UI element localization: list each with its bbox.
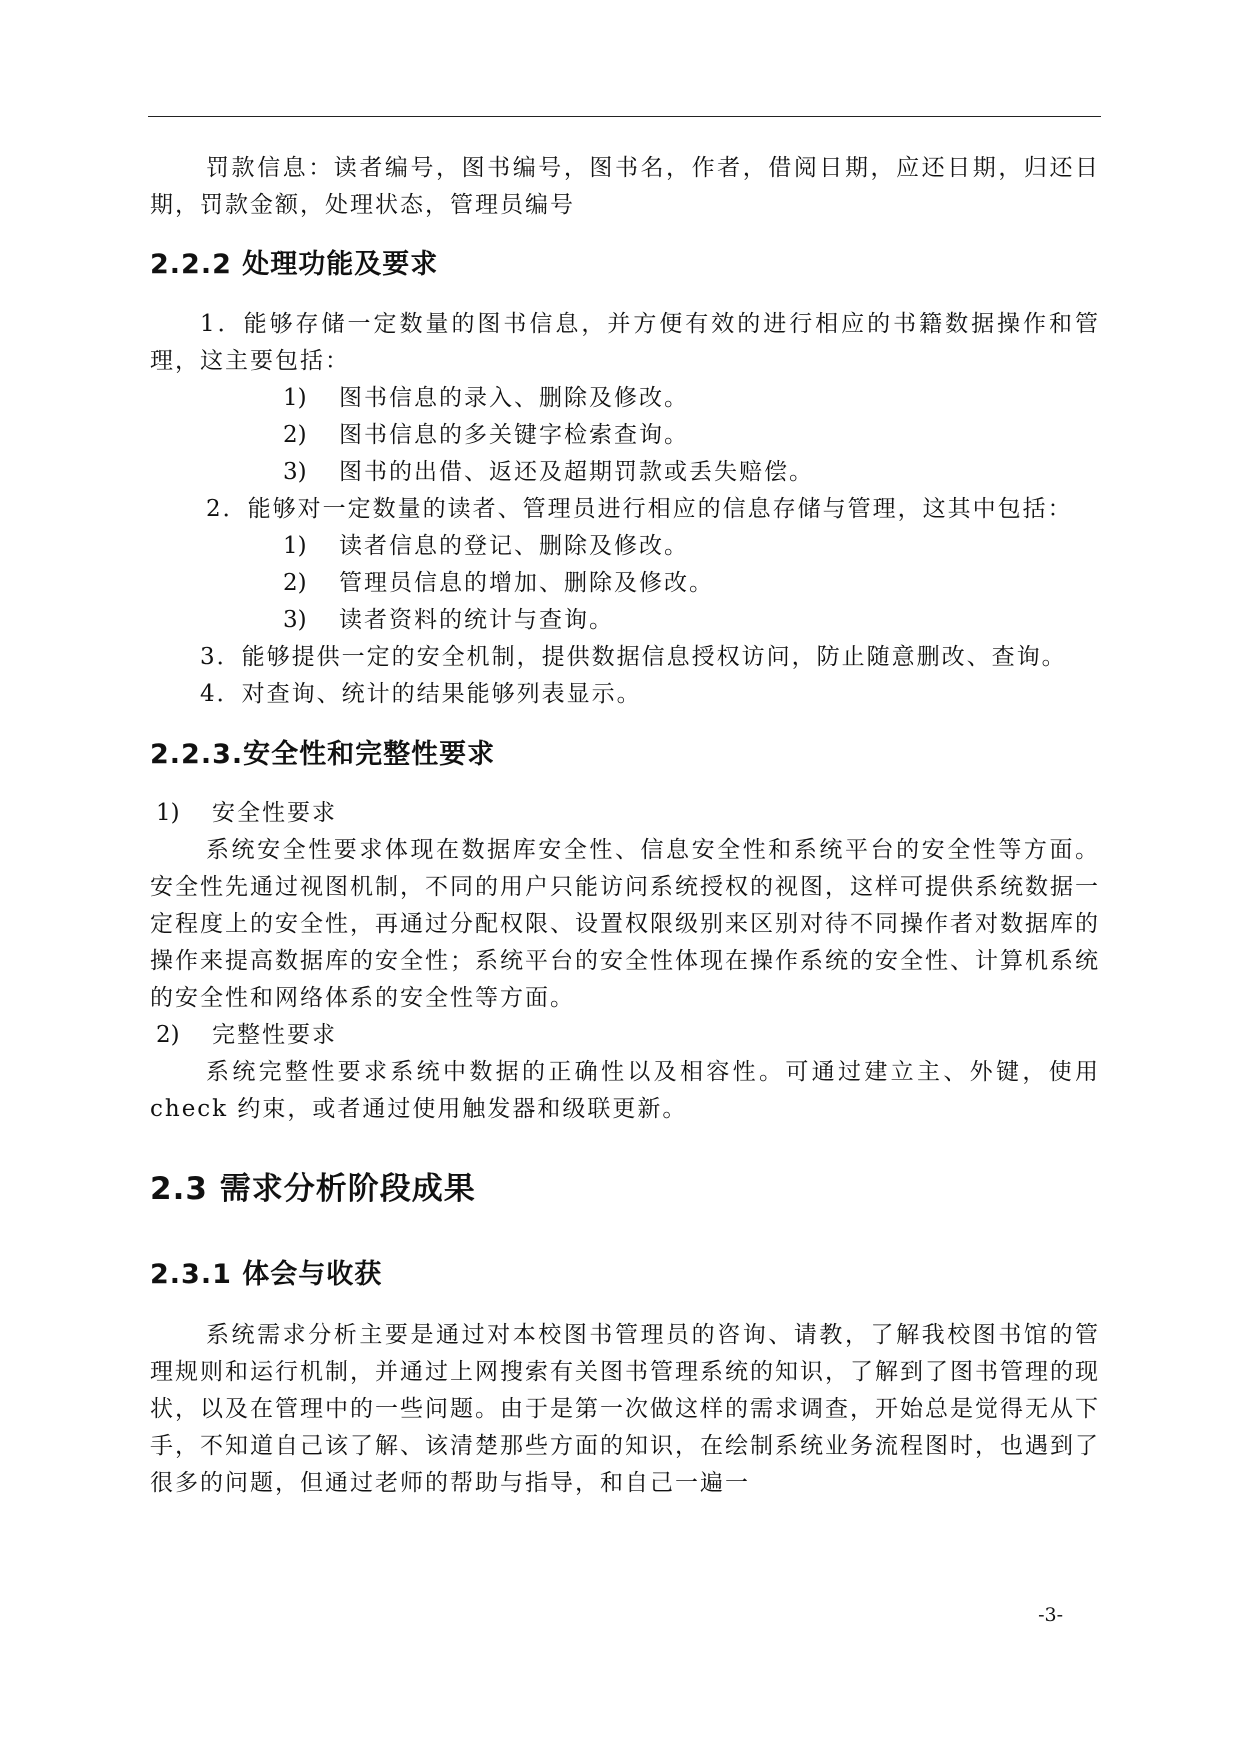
list-item: 3) 图书的出借、返还及超期罚款或丢失赔偿。 (283, 459, 814, 485)
security-subheading: 1) 安全性要求 (156, 800, 337, 826)
requirement-item-4: 4．对查询、统计的结果能够列表显示。 (200, 681, 642, 707)
requirement-item-1: 1．能够存储一定数量的图书信息，并方便有效的进行相应的书籍数据操作和管理，这主要包括： (150, 311, 1100, 374)
section-23-heading: 2.3 需求分析阶段成果 (150, 1171, 476, 1207)
list-item: 2) 图书信息的多关键字检索查询。 (283, 422, 689, 448)
section-223-heading: 2.2.3.安全性和完整性要求 (150, 739, 496, 770)
page-content (150, 150, 1100, 1502)
section-222-heading: 2.2.2 处理功能及要求 (150, 249, 439, 280)
section-231-heading: 2.3.1 体会与收获 (150, 1259, 383, 1290)
list-item: 2) 管理员信息的增加、删除及修改。 (283, 570, 714, 596)
list-item: 1) 图书信息的录入、删除及修改。 (283, 385, 689, 411)
reflection-paragraph: 系统需求分析主要是通过对本校图书管理员的咨询、请教，了解我校图书馆的管理规则和运行机制，并通过上网搜索有关图书管理系统的知识，了解到了图书管理的现状，以及在管理中的一些问题。由于是第一次做这样的需求调查，开始总是觉得无从下手，不知道自己该了解、该清楚那些方面的知识，在绘制系统业务流程图时，也遇到了很多的问题，但通过老师的帮助与指导，和自己一遍一 (150, 1322, 1100, 1496)
requirement-item-1-sublist (150, 380, 1100, 491)
integrity-paragraph: 系统完整性要求系统中数据的正确性以及相容性。可通过建立主、外键，使用 check 约束，或者通过使用触发器和级联更新。 (150, 1059, 1100, 1122)
requirement-item-3: 3．能够提供一定的安全机制，提供数据信息授权访问，防止随意删改、查询。 (200, 644, 1067, 670)
requirement-item-2: 2．能够对一定数量的读者、管理员进行相应的信息存储与管理，这其中包括： (206, 496, 1073, 522)
fine-info-paragraph: 罚款信息：读者编号，图书编号，图书名，作者，借阅日期，应还日期，归还日期，罚款金额，处理状态，管理员编号 (150, 155, 1100, 218)
header-rule (148, 116, 1101, 117)
list-item: 1) 读者信息的登记、删除及修改。 (283, 533, 689, 559)
integrity-subheading: 2) 完整性要求 (156, 1022, 337, 1048)
page-number: -3- (1038, 1604, 1063, 1626)
security-paragraph: 系统安全性要求体现在数据库安全性、信息安全性和系统平台的安全性等方面。安全性先通过视图机制，不同的用户只能访问系统授权的视图，这样可提供系统数据一定程度上的安全性，再通过分配权限、设置权限级别来区别对待不同操作者对数据库的操作来提高数据库的安全性；系统平台的安全性体现在操作系统的安全性、计算机系统的安全性和网络体系的安全性等方面。 (150, 837, 1100, 1011)
requirement-item-2-sublist (150, 528, 1100, 639)
list-item: 3) 读者资料的统计与查询。 (283, 607, 614, 633)
